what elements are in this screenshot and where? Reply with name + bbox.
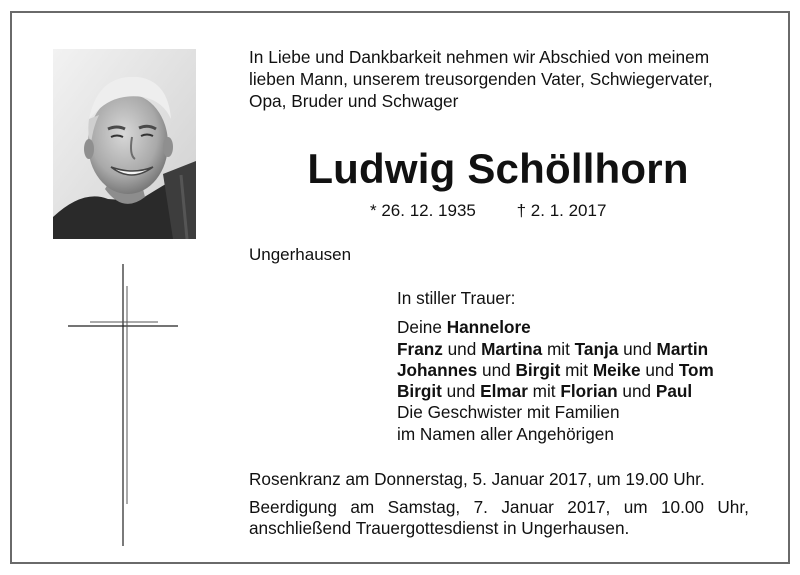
cross-icon — [68, 264, 180, 549]
birth-date: * 26. 12. 1935 — [370, 201, 476, 220]
mourner-name: Tanja — [574, 338, 619, 359]
death-date: † 2. 1. 2017 — [516, 201, 607, 220]
mourners-list — [397, 317, 767, 445]
mourners-lead: In stiller Trauer: — [397, 288, 516, 308]
mourner-name: Florian — [560, 381, 618, 402]
burial-word: um — [623, 497, 648, 517]
mourner-text: Die Geschwister mit Familien — [397, 402, 620, 423]
mourner-text: und — [442, 338, 482, 359]
mourner-line — [397, 360, 767, 381]
hometown: Ungerhausen — [249, 245, 352, 264]
burial-word: 10.00 — [660, 497, 704, 517]
burial-info — [249, 497, 749, 518]
deceased-name: Ludwig Schöllhorn — [307, 145, 689, 192]
rosary-info: Rosenkranz am Donnerstag, 5. Januar 2017, um 19.00 Uhr. — [249, 469, 705, 489]
mourner-name: Johannes — [397, 359, 478, 380]
mourner-text: und — [617, 381, 656, 402]
mourner-line — [397, 381, 767, 402]
portrait-photo — [53, 49, 196, 239]
mourner-line — [397, 339, 767, 360]
mourner-text: Deine — [397, 317, 447, 338]
intro-line: lieben Mann, unserem treusorgenden Vater, Schwiegervater, — [249, 69, 713, 89]
burial-word: Januar — [501, 497, 554, 517]
intro-line: In Liebe und Dankbarkeit nehmen wir Abschied von meinem — [249, 47, 710, 67]
burial-info-continued: anschließend Trauergottesdienst in Ungerhausen. — [249, 518, 630, 538]
mourner-line — [397, 402, 767, 423]
mourner-name: Elmar — [480, 381, 528, 402]
burial-word: 2017, — [567, 497, 611, 517]
mourner-name: Martin — [656, 338, 709, 359]
burial-word: 7. — [473, 497, 488, 517]
mourner-text: mit — [542, 338, 575, 359]
intro-line: Opa, Bruder und Schwager — [249, 91, 459, 111]
life-dates — [370, 201, 670, 221]
burial-word: am — [350, 497, 375, 517]
mourner-text: und — [618, 338, 657, 359]
mourner-line — [397, 317, 767, 338]
mourner-name: Martina — [481, 338, 543, 359]
mourner-text: und — [477, 359, 516, 380]
mourner-text: mit — [527, 381, 561, 402]
mourner-text: und — [441, 381, 481, 402]
mourner-text: mit — [560, 359, 593, 380]
mourner-name: Birgit — [397, 381, 442, 402]
mourner-line — [397, 424, 767, 445]
mourner-name: Meike — [592, 359, 641, 380]
mourner-name: Tom — [678, 359, 714, 380]
burial-word: Uhr, — [717, 497, 749, 517]
mourners-block — [397, 288, 767, 445]
service-info — [249, 469, 749, 539]
mourner-name: Hannelore — [446, 317, 531, 338]
mourner-text: und — [640, 359, 679, 380]
mourner-name: Birgit — [515, 359, 561, 380]
intro-text — [249, 46, 759, 112]
burial-word: Samstag, — [387, 497, 461, 517]
mourner-name: Paul — [655, 381, 693, 402]
mourner-text: im Namen aller Angehörigen — [397, 423, 614, 444]
burial-word: Beerdigung — [249, 497, 337, 517]
mourner-name: Franz — [397, 338, 443, 359]
